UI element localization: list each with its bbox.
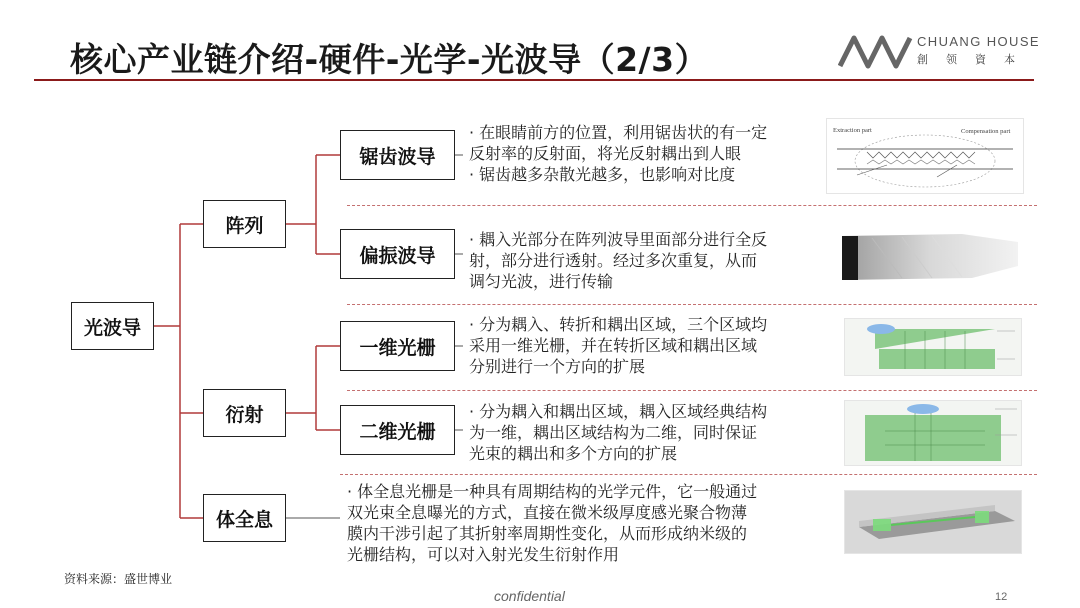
node-1d-grating	[340, 321, 455, 371]
desc-line: · 体全息光栅是一种具有周期结构的光学元件，它一般通过	[347, 482, 758, 501]
logo-text-cn: 創领資本	[917, 53, 1033, 66]
separator	[340, 474, 1037, 475]
sawtooth-diagram-icon	[827, 119, 1023, 193]
desc-line: 膜内干涉引起了其折射率周期性变化，从而形成纳米级的	[347, 524, 748, 543]
node-waveguide	[71, 302, 154, 350]
desc-1d-grating	[469, 314, 767, 377]
desc-holographic	[347, 481, 757, 565]
node-sawtooth-waveguide	[340, 130, 455, 180]
sawtooth-diagram-image	[826, 118, 1024, 194]
node-holographic	[203, 494, 286, 542]
polarization-waveguide-icon	[842, 228, 1022, 286]
desc-line: · 分为耦入和耦出区域，耦入区域经典结构	[469, 402, 768, 421]
desc-2d-grating	[469, 401, 767, 464]
node-waveguide-label: 光波导	[83, 316, 141, 339]
desc-line: 分别进行一个方向的扩展	[469, 357, 646, 376]
holographic-grating-image	[844, 490, 1022, 554]
node-diffraction-label: 衍射	[225, 403, 264, 426]
desc-line: 为一维，耦出区域结构为二维，同时保证	[469, 423, 758, 442]
2d-grating-icon	[845, 401, 1021, 465]
desc-sawtooth	[469, 122, 767, 185]
label-extraction: Extraction part	[833, 127, 872, 134]
polarization-waveguide-image	[842, 228, 1022, 286]
desc-line: 采用一维光栅，并在转折区域和耦出区域	[469, 336, 758, 355]
node-array-label: 阵列	[225, 214, 264, 237]
separator	[347, 390, 1037, 391]
page-title: 核心产业链介绍-硬件-光学-光波导（2/3）	[70, 40, 709, 79]
desc-line: 调匀光波，进行传输	[469, 272, 614, 291]
1d-grating-image	[844, 318, 1022, 376]
label-compensation: Compensation part	[961, 128, 1011, 135]
desc-line: 射，部分进行透射。经过多次重复，从而	[469, 251, 758, 270]
desc-line: 光束的耦出和多个方向的扩展	[469, 444, 678, 463]
node-2d-grating	[340, 405, 455, 455]
node-holographic-label: 体全息	[215, 508, 273, 531]
node-polarization-waveguide	[340, 229, 455, 279]
desc-line: · 分为耦入、转折和耦出区域，三个区域均	[469, 315, 768, 334]
1d-grating-icon	[845, 319, 1021, 375]
confidential-label: confidential	[494, 588, 565, 604]
desc-line: · 锯齿越多杂散光越多，也影响对比度	[469, 165, 736, 184]
node-sawtooth-label: 锯齿波导	[359, 145, 436, 168]
separator	[347, 205, 1037, 206]
node-polarization-label: 偏振波导	[359, 244, 436, 267]
desc-line: 双光束全息曝光的方式，直接在微米级厚度感光聚合物薄	[347, 503, 748, 522]
2d-grating-image	[844, 400, 1022, 466]
source-note: 资料来源：盛世博业	[64, 572, 173, 586]
desc-line: · 耦入光部分在阵列波导里面部分进行全反	[469, 230, 768, 249]
desc-polarization	[469, 229, 767, 292]
page-number: 12	[995, 591, 1008, 603]
logo-text-en: CHUANG HOUSE	[917, 34, 1040, 49]
holographic-grating-icon	[845, 491, 1021, 553]
desc-line: 反射率的反射面，将光反射耦出到人眼	[469, 144, 742, 163]
desc-line: 光栅结构，可以对入射光发生衍射作用	[347, 545, 620, 564]
node-array	[203, 200, 286, 248]
node-1d-grating-label: 一维光栅	[359, 336, 436, 359]
node-diffraction	[203, 389, 286, 437]
separator	[347, 304, 1037, 305]
desc-line: · 在眼睛前方的位置，利用锯齿状的有一定	[469, 123, 768, 142]
node-2d-grating-label: 二维光栅	[359, 420, 436, 443]
